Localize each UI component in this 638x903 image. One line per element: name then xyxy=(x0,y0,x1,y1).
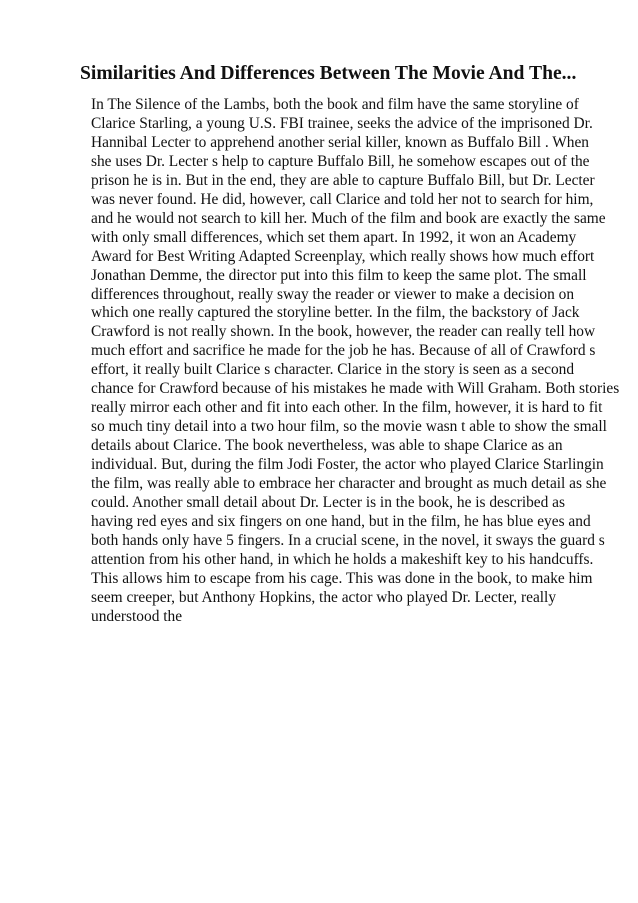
body-line: attention from his other hand, in which he holds a makeshift key to his handcuffs. xyxy=(91,550,594,568)
body-line: so much tiny detail into a two hour film, so the movie wasn t able to show the small xyxy=(91,418,607,436)
body-line: understood the xyxy=(91,607,183,625)
body-line: details about Clarice. The book nevertheless, was able to shape Clarice as an xyxy=(91,437,563,455)
body-line: chance for Crawford because of his mistakes he made with Will Graham. Both stories xyxy=(91,380,620,398)
body-line: prison he is in. But in the end, they are able to capture Buffalo Bill, but Dr. Lecter xyxy=(91,171,595,189)
body-line: really mirror each other and fit into each other. In the film, however, it is hard to fit xyxy=(91,399,603,417)
body-line: and he would not search to kill her. Much of the film and book are exactly the same xyxy=(91,209,606,227)
body-line: she uses Dr. Lecter s help to capture Buffalo Bill, he somehow escapes out of the xyxy=(91,152,590,170)
document-title: Similarities And Differences Between The Movie And The... xyxy=(80,63,577,84)
document-body xyxy=(91,96,620,627)
body-line: could. Another small detail about Dr. Lecter is in the book, he is described as xyxy=(91,494,565,512)
body-line: Jonathan Demme, the director put into this film to keep the same plot. The small xyxy=(91,266,587,284)
body-line: seem creeper, but Anthony Hopkins, the actor who played Dr. Lecter, really xyxy=(91,588,557,606)
body-line: Clarice Starling, a young U.S. FBI trainee, seeks the advice of the imprisoned Dr. xyxy=(91,114,593,132)
body-line: much effort and sacrifice he made for the job he has. Because of all of Crawford s xyxy=(91,342,596,360)
body-line: was never found. He did, however, call Clarice and told her not to search for him, xyxy=(91,190,594,208)
body-line: which one really captured the storyline better. In the film, the backstory of Jack xyxy=(91,304,580,322)
body-line: effort, it really built Clarice s character. Clarice in the story is seen as a second xyxy=(91,361,575,379)
body-line: Crawford is not really shown. In the book, however, the reader can really tell how xyxy=(91,323,596,341)
body-line: both hands only have 5 fingers. In a crucial scene, in the novel, it sways the guard s xyxy=(91,531,605,549)
body-line: Award for Best Writing Adapted Screenplay, which really shows how much effort xyxy=(91,247,595,265)
body-line: differences throughout, really sway the reader or viewer to make a decision on xyxy=(91,285,575,303)
body-line: In The Silence of the Lambs, both the book and film have the same storyline of xyxy=(91,96,579,113)
body-line: the film, was really able to embrace her character and brought as much detail as she xyxy=(91,475,607,493)
body-line: having red eyes and six fingers on one hand, but in the film, he has blue eyes and xyxy=(91,512,591,530)
body-line: Hannibal Lecter to apprehend another serial killer, known as Buffalo Bill . When xyxy=(91,133,590,151)
body-line: This allows him to escape from his cage. This was done in the book, to make him xyxy=(91,569,593,587)
body-line: with only small differences, which set them apart. In 1992, it won an Academy xyxy=(91,228,577,246)
body-line: individual. But, during the film Jodi Foster, the actor who played Clarice Starlingin xyxy=(91,456,604,474)
